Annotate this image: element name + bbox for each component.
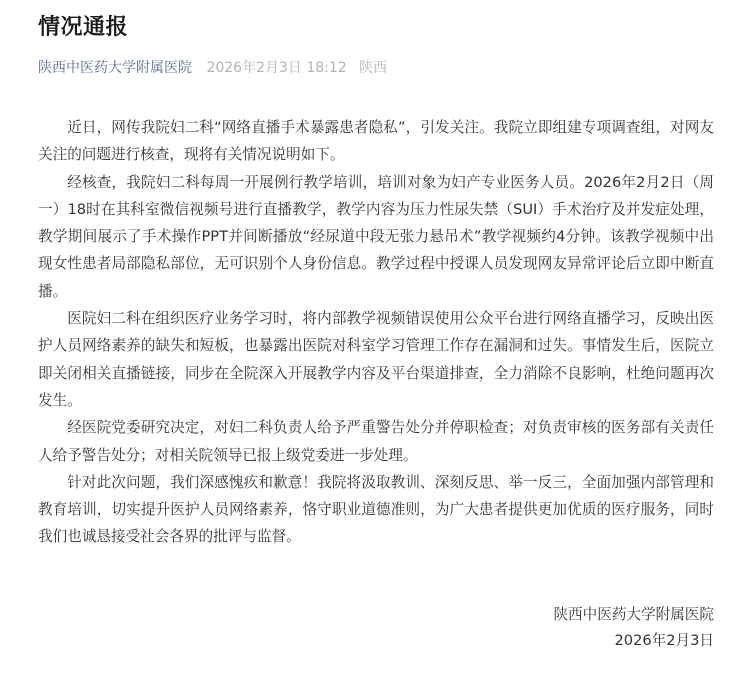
signature-block bbox=[553, 602, 714, 654]
article-title: 情况通报 bbox=[38, 15, 129, 40]
paragraph-intro: 近日，网传我院妇二科“网络直播手术暴露患者隐私”，引发关注。我院立即组建专项调查组，对网友关注的问题进行核查，现将有关情况说明如下。 bbox=[38, 119, 714, 164]
signature-organization: 陕西中医药大学附属医院 bbox=[553, 606, 714, 623]
paragraph-discipline: 经医院党委研究决定，对妇二科负责人给予严重警告处分并停职检查；对负责审核的医务部有关责任人给予警告处分；对相关院领导已报上级党委进一步处理。 bbox=[38, 419, 714, 464]
author-link[interactable]: 陕西中医药大学附属医院 bbox=[38, 60, 192, 76]
article-meta bbox=[38, 58, 387, 78]
article-body bbox=[38, 114, 714, 551]
publish-time: 2026年2月3日 18:12 bbox=[206, 60, 347, 76]
paragraph-analysis: 医院妇二科在组织医疗业务学习时，将内部教学视频错误使用公众平台进行网络直播学习，反映出医护人员网络素养的缺失和短板，也暴露出医院对科室学习管理工作存在漏洞和过失。事情发生后，医院立即关闭相关直播链接，同步在全院深入开展教学内容及平台渠道排查，全力消除不良影响，杜绝问题再次发生。 bbox=[38, 310, 714, 409]
paragraph-apology: 针对此次问题，我们深感愧疚和歉意！我院将汲取教训、深刻反思、举一反三，全面加强内部管理和教育培训，切实提升医护人员网络素养，恪守职业道德准则，为广大患者提供更加优质的医疗服务，同时我们也诚恳接受社会各界的批评与监督。 bbox=[38, 473, 714, 546]
paragraph-findings: 经核查，我院妇二科每周一开展例行教学培训，培训对象为妇产专业医务人员。2026年2月2日（周一）18时在其科室微信视频号进行直播教学，教学内容为压力性尿失禁（SUI）手术治疗及并发症处理，教学期间展示了手术操作PPT并间断播放“经尿道中段无张力悬吊术”教学视频约4分钟。该教学视频中出现女性患者局部隐私部位，无可识别个人身份信息。教学过程中授课人员发现网友异常评论后立即中断直播。 bbox=[38, 173, 714, 300]
publish-location: 陕西 bbox=[359, 60, 388, 76]
signature-date: 2026年2月3日 bbox=[614, 632, 714, 649]
